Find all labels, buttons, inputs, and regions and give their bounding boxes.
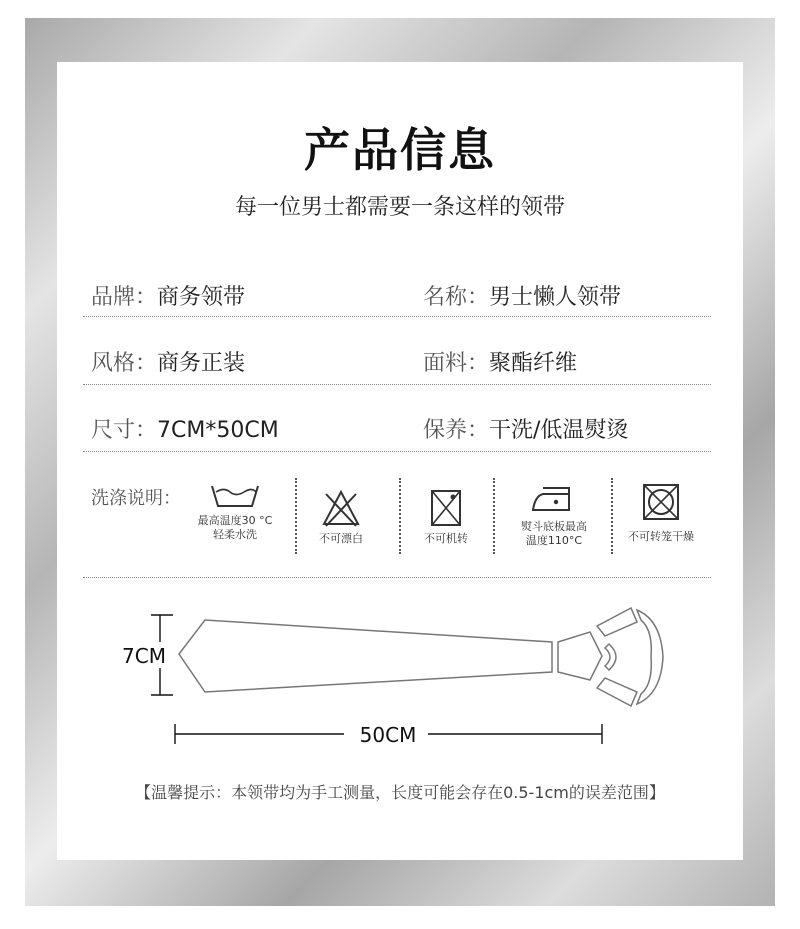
care-item-dry: [615, 482, 707, 544]
row-divider: [83, 577, 711, 578]
spec-size: [91, 413, 279, 444]
no-tumble-dry-icon: [641, 482, 681, 526]
care-caption: 最高温度30 °C: [197, 514, 273, 527]
spec-value: 男士懒人领带: [489, 285, 622, 310]
height-label: 7CM: [122, 644, 166, 668]
collar-piece: [597, 678, 637, 706]
care-divider: [493, 478, 495, 554]
care-item-machine: [411, 488, 481, 546]
care-caption: 熨斗底板最高: [521, 520, 587, 533]
spec-value: 7CM*50CM: [157, 418, 279, 443]
spec-value: 商务正装: [157, 351, 246, 376]
tie-blade: [179, 620, 552, 692]
spec-brand: [91, 280, 245, 311]
spec-label: 风格：: [91, 351, 158, 376]
spec-value: 聚酯纤维: [489, 351, 578, 376]
spec-label: 面料：: [423, 351, 490, 376]
spec-style: [91, 346, 245, 377]
length-label: 50CM: [359, 723, 417, 747]
tie-diagram: [57, 602, 743, 772]
row-divider: [83, 384, 711, 385]
no-bleach-icon: [321, 488, 361, 528]
iron-icon: [529, 482, 579, 516]
care-item-bleach: [305, 488, 377, 546]
care-divider: [295, 478, 297, 554]
spec-material: [423, 346, 577, 377]
care-caption: 温度110°C: [525, 534, 583, 547]
collar-piece: [605, 644, 616, 670]
care-item-iron: [503, 482, 605, 548]
spec-value: 干洗/低温熨烫: [489, 418, 629, 443]
page-title: 产品信息: [304, 123, 496, 177]
care-label: 洗涤说明：: [91, 488, 181, 509]
care-item-wash: [181, 480, 289, 542]
collar-loop: [637, 610, 663, 704]
page-subtitle: 每一位男士都需要一条这样的领带: [234, 195, 565, 220]
care-divider: [611, 478, 613, 554]
care-caption: 不可转笼干燥: [628, 530, 694, 543]
care-divider: [399, 478, 401, 554]
no-machine-wash-icon: [428, 488, 464, 528]
collar-piece: [597, 608, 637, 636]
care-caption: 不可漂白: [319, 532, 363, 545]
info-card: [57, 62, 743, 860]
spec-name: [423, 280, 621, 311]
row-divider: [83, 316, 711, 317]
wash-tub-icon: [210, 480, 260, 510]
tie-knot: [558, 632, 602, 680]
spec-care: [423, 413, 628, 444]
care-caption: 轻柔水洗: [213, 528, 257, 541]
row-divider: [83, 451, 711, 452]
care-caption: 不可机转: [424, 532, 468, 545]
spec-label: 尺寸：: [91, 418, 158, 443]
tip-note: 【温馨提示：本领带均为手工测量，长度可能会存在0.5-1cm的误差范围】: [135, 783, 665, 802]
spec-label: 名称：: [423, 285, 490, 310]
spec-value: 商务领带: [157, 285, 246, 310]
spec-label: 品牌：: [91, 285, 158, 310]
spec-label: 保养：: [423, 418, 490, 443]
